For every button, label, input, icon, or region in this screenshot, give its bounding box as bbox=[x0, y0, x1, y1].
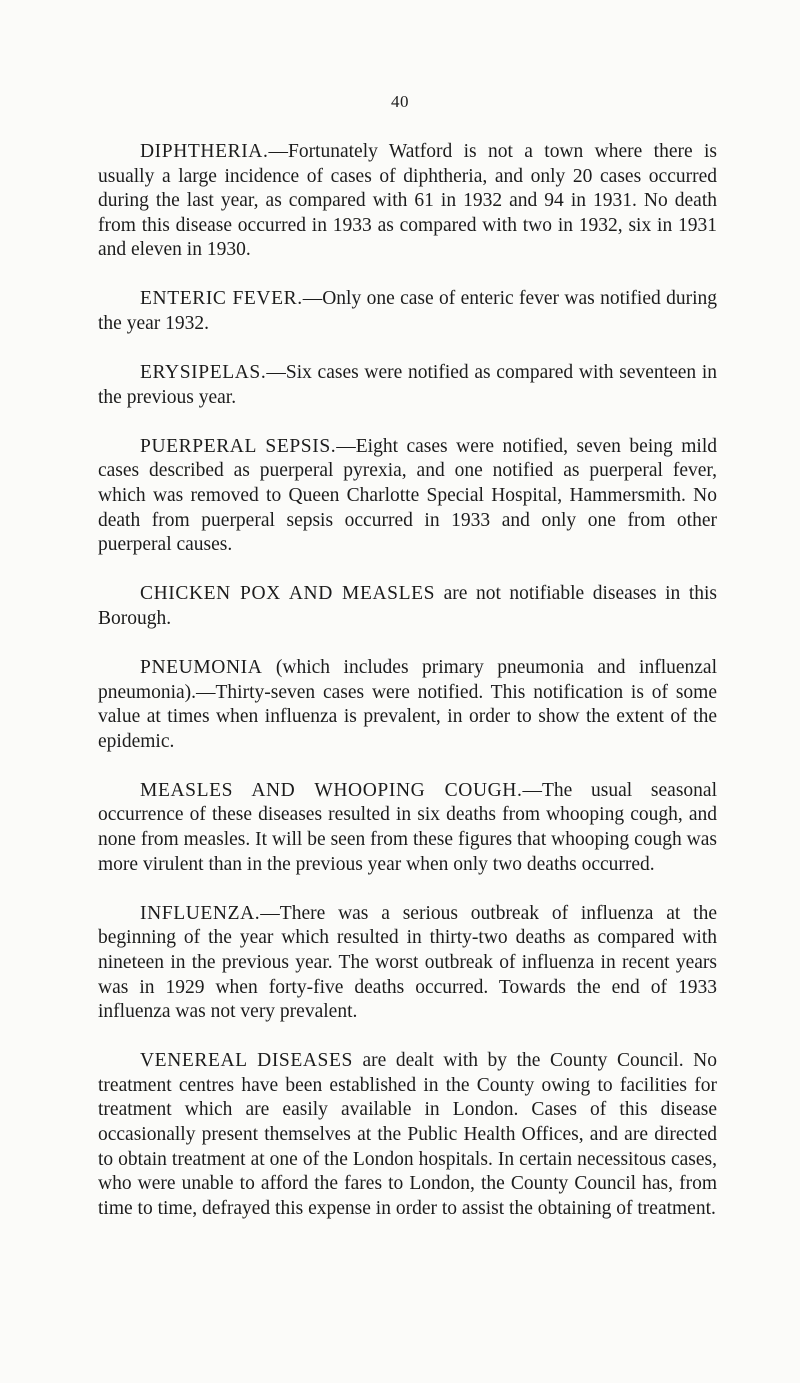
paragraph-chicken-pox-measles bbox=[98, 582, 717, 631]
text-puerperal-sepsis: —Eight cases were notified, seven being mild cases described as puerperal pyrexia, and one notified as puerperal fever, which was removed to Queen Charlotte Special Hospital, Hammersmith. No death from puerperal sepsis occurred in 1933 and only one from other puerperal causes. bbox=[98, 435, 717, 556]
paragraph-erysipelas bbox=[98, 361, 717, 410]
text-venereal-diseases: are dealt with by the County Council. No treatment centres have been established in the County owing to facilities for treatment which are easily available in London. Cases of this disease occasionally present themselves at the Public Health Offices, and are directed to obtain treatment at one of the London hospitals. In certain necessitous cases, who were unable to afford the fares to London, the County Council has, from time to time, defrayed this expense in order to assist the obtaining of treatment. bbox=[98, 1050, 717, 1219]
paragraph-enteric-fever bbox=[98, 287, 717, 336]
heading-measles-whooping-cough: MEASLES AND WHOOPING COUGH. bbox=[140, 779, 523, 801]
heading-pneumonia: PNEUMONIA bbox=[140, 657, 263, 678]
heading-chicken-pox-measles: CHICKEN POX AND MEASLES bbox=[140, 583, 436, 605]
text-enteric-fever: —Only one case of enteric fever was notified during the year 1932. bbox=[98, 288, 717, 335]
text-chicken-pox-measles: are not notifiable diseases in this Borough. bbox=[98, 583, 718, 629]
paragraph-diphtheria bbox=[98, 140, 717, 263]
document-body bbox=[98, 140, 717, 1246]
paragraph-puerperal-sepsis bbox=[98, 435, 717, 558]
text-erysipelas: —Six cases were notified as compared with seventeen in the previous year. bbox=[98, 362, 717, 408]
heading-venereal-diseases: VENEREAL DISEASES bbox=[140, 1050, 353, 1072]
text-influenza: —There was a serious outbreak of influenza at the beginning of the year which resulted in thirty-two deaths as compared with nineteen in the previous year. The worst outbreak of influenza in recent years was in 1929 when forty-five deaths occurred. Towards the end of 1933 influenza was not very prevalent. bbox=[98, 902, 717, 1023]
paragraph-pneumonia bbox=[98, 656, 717, 754]
heading-enteric-fever: ENTERIC FEVER. bbox=[140, 288, 303, 310]
paragraph-venereal-diseases bbox=[98, 1049, 717, 1221]
paragraph-measles-whooping-cough bbox=[98, 779, 717, 877]
heading-erysipelas: ERYSIPELAS. bbox=[140, 362, 267, 384]
text-pneumonia: (which includes primary pneumonia and influenzal pneumonia).—Thirty-seven cases were notified. This notification is of some value at times when influenza is prevalent, in order to show the extent of the epidemic. bbox=[98, 657, 717, 752]
text-measles-whooping-cough: —The usual seasonal occurrence of these diseases resulted in six deaths from whooping cough, and none from measles. It will be seen from these figures that whooping cough was more virulent than in the previous year when only two deaths occurred. bbox=[98, 779, 717, 875]
heading-influenza: INFLUENZA. bbox=[140, 902, 261, 924]
text-diphtheria: —Fortunately Watford is not a town where there is usually a large incidence of cases of diphtheria, and only 20 cases occurred during the last year, as compared with 61 in 1932 and 94 in 1931. No death from this disease occurred in 1933 as compared with two in 1932, six in 1931 and eleven in 1930. bbox=[98, 141, 717, 261]
heading-puerperal-sepsis: PUERPERAL SEPSIS. bbox=[140, 435, 337, 457]
heading-diphtheria: DIPHTHERIA. bbox=[140, 141, 269, 162]
paragraph-influenza bbox=[98, 902, 717, 1025]
page-number: 40 bbox=[391, 92, 409, 111]
